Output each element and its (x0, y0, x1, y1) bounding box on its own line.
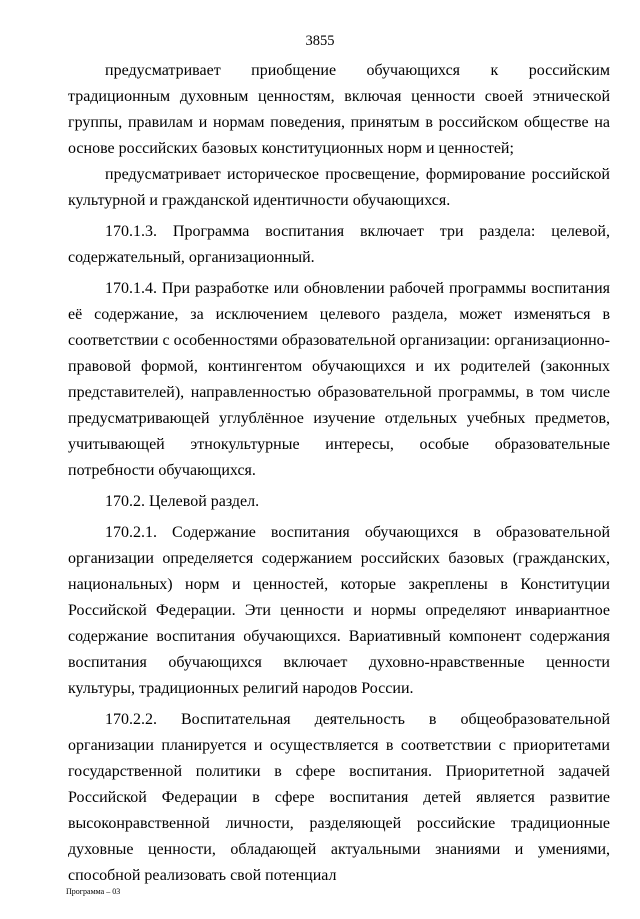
document-body (68, 58, 610, 894)
footer-label: Программа – 03 (66, 887, 121, 896)
paragraph-historical-education: предусматривает историческое просвещение, формирование российской культурной и гражданской идентичности обучающихся. (68, 166, 610, 209)
page-number: 3855 (305, 33, 335, 49)
paragraph-170-1-4: 170.1.4. При разработке или обновлении рабочей программы воспитания её содержание, за исключением целевого раздела, может изменяться в соответствии с особенностями образовательной организации: организационно-правовой формой, контингентом обучающихся и их родителей (законных представителей), направленностью образовательной программы, в том числе предусматривающей углублённое изучение отдельных учебных предметов, учитывающей этнокультурные интересы, особые образовательные потребности обучающихся. (68, 280, 610, 479)
paragraph-traditional-values: предусматривает приобщение обучающихся к российским традиционным духовным ценностям, включая ценности своей этнической группы, правилам и нормам поведения, принятым в российском обществе на основе российских базовых конституционных норм и ценностей; (68, 62, 610, 157)
paragraph-170-1-3: 170.1.3. Программа воспитания включает три раздела: целевой, содержательный, организационный. (68, 223, 610, 266)
section-heading-170-2: 170.2. Целевой раздел. (105, 493, 260, 510)
paragraph-170-2-1: 170.2.1. Содержание воспитания обучающихся в образовательной организации определяется содержанием российских базовых (гражданских, национальных) норм и ценностей, которые закреплены в Конституции Российской Федерации. Эти ценности и нормы определяют инвариантное содержание воспитания обучающихся. Вариативный компонент содержания воспитания обучающихся включает духовно-нравственные ценности культуры, традиционных религий народов России. (68, 524, 610, 697)
paragraph-170-2-2: 170.2.2. Воспитательная деятельность в общеобразовательной организации планируется и осуществляется в соответствии с приоритетами государственной политики в сфере воспитания. Приоритетной задачей Российской Федерации в сфере воспитания детей является развитие высоконравственной личности, разделяющей российские традиционные духовные ценности, обладающей актуальными знаниями и умениями, способной реализовать свой потенциал (68, 711, 610, 884)
